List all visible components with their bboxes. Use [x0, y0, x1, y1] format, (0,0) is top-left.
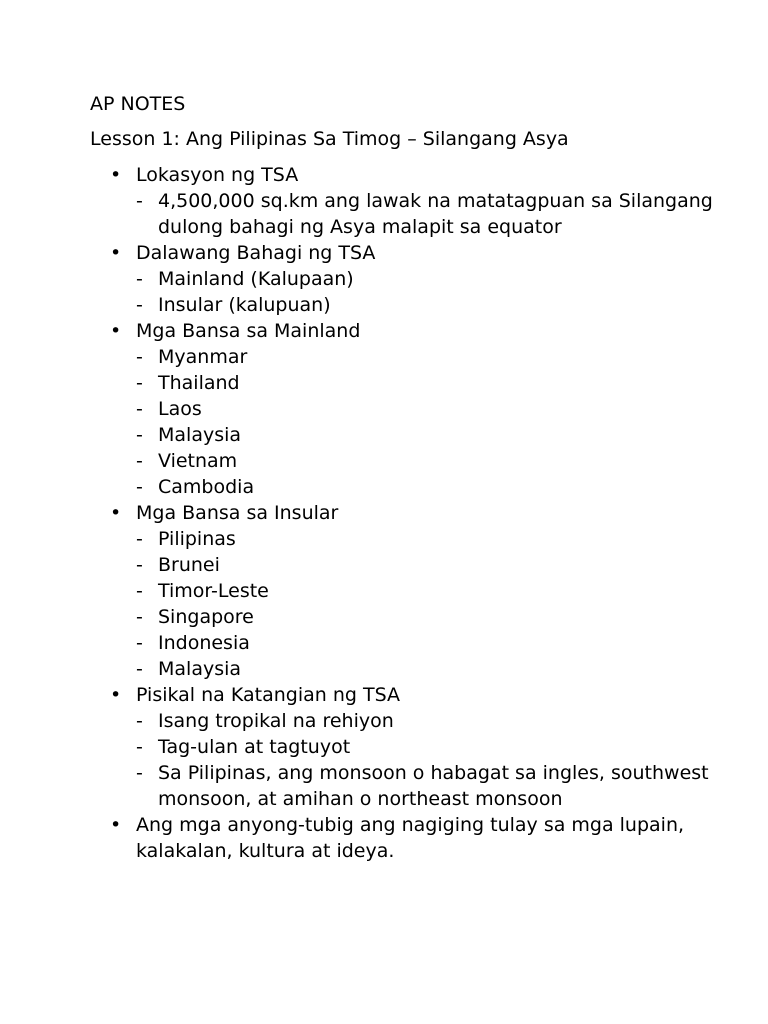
bullet-heading: Mga Bansa sa Insular — [136, 502, 339, 524]
sub-list-item — [136, 734, 750, 760]
sub-item-text: Isang tropikal na rehiyon — [158, 710, 394, 732]
bullet-icon: • — [110, 684, 122, 706]
sub-item-text: Mainland (Kalupaan) — [158, 268, 354, 290]
sub-list-item — [136, 292, 750, 318]
bullet-item — [90, 240, 750, 318]
bullet-item — [90, 162, 750, 240]
sub-item-text: Sa Pilipinas, ang monsoon o habagat sa ingles, southwest monsoon, at amihan o northeast monsoon — [158, 762, 709, 810]
sub-item-text: Indonesia — [158, 632, 250, 654]
dash-icon: - — [136, 528, 143, 550]
bullet-heading: Mga Bansa sa Mainland — [136, 320, 361, 342]
bullet-item — [90, 500, 750, 682]
bullet-icon: • — [110, 242, 122, 264]
sub-list-item — [136, 448, 750, 474]
sub-list-item — [136, 344, 750, 370]
dash-icon: - — [136, 580, 143, 602]
document-page — [90, 91, 750, 864]
sub-list-item — [136, 552, 750, 578]
bullet-heading: Ang mga anyong-tubig ang nagiging tulay sa mga lupain, kalakalan, kultura at ideya. — [136, 814, 685, 862]
document-title: AP NOTES — [90, 93, 186, 115]
bullet-item — [90, 682, 750, 812]
sub-item-text: Tag-ulan at tagtuyot — [158, 736, 351, 758]
dash-icon: - — [136, 450, 143, 472]
dash-icon: - — [136, 346, 143, 368]
sub-item-text: Singapore — [158, 606, 254, 628]
sub-list — [136, 266, 750, 318]
sub-list — [136, 344, 750, 500]
dash-icon: - — [136, 294, 143, 316]
sub-list-item — [136, 760, 750, 812]
sub-list-item — [136, 188, 750, 240]
dash-icon: - — [136, 710, 143, 732]
sub-list-item — [136, 370, 750, 396]
sub-list — [136, 526, 750, 682]
sub-list — [136, 188, 750, 240]
dash-icon: - — [136, 372, 143, 394]
lesson-heading: Lesson 1: Ang Pilipinas Sa Timog – Silangang Asya — [90, 128, 569, 150]
sub-item-text: 4,500,000 sq.km ang lawak na matatagpuan sa Silangang dulong bahagi ng Asya malapit sa equator — [158, 190, 713, 238]
dash-icon: - — [136, 632, 143, 654]
dash-icon: - — [136, 424, 143, 446]
bullet-item — [90, 812, 750, 864]
dash-icon: - — [136, 190, 143, 212]
bullet-heading: Pisikal na Katangian ng TSA — [136, 684, 400, 706]
sub-item-text: Laos — [158, 398, 202, 420]
sub-list-item — [136, 526, 750, 552]
dash-icon: - — [136, 268, 143, 290]
dash-icon: - — [136, 762, 143, 784]
bullet-heading: Lokasyon ng TSA — [136, 164, 299, 186]
bullet-icon: • — [110, 502, 122, 524]
bullet-icon: • — [110, 814, 122, 836]
sub-list-item — [136, 422, 750, 448]
sub-item-text: Malaysia — [158, 424, 242, 446]
sub-list-item — [136, 474, 750, 500]
dash-icon: - — [136, 476, 143, 498]
sub-item-text: Vietnam — [158, 450, 238, 472]
dash-icon: - — [136, 736, 143, 758]
bullet-heading: Dalawang Bahagi ng TSA — [136, 242, 376, 264]
sub-list-item — [136, 578, 750, 604]
sub-list-item — [136, 396, 750, 422]
sub-item-text: Myanmar — [158, 346, 248, 368]
sub-list-item — [136, 604, 750, 630]
dash-icon: - — [136, 398, 143, 420]
sub-item-text: Brunei — [158, 554, 220, 576]
sub-item-text: Timor-Leste — [158, 580, 269, 602]
notes-list — [90, 162, 750, 864]
sub-list — [136, 708, 750, 812]
sub-list-item — [136, 266, 750, 292]
sub-item-text: Cambodia — [158, 476, 255, 498]
sub-list-item — [136, 708, 750, 734]
bullet-icon: • — [110, 320, 122, 342]
sub-item-text: Pilipinas — [158, 528, 236, 550]
dash-icon: - — [136, 606, 143, 628]
sub-item-text: Insular (kalupuan) — [158, 294, 331, 316]
sub-item-text: Thailand — [158, 372, 240, 394]
bullet-icon: • — [110, 164, 122, 186]
dash-icon: - — [136, 554, 143, 576]
sub-list-item — [136, 656, 750, 682]
sub-list-item — [136, 630, 750, 656]
sub-item-text: Malaysia — [158, 658, 242, 680]
dash-icon: - — [136, 658, 143, 680]
bullet-item — [90, 318, 750, 500]
